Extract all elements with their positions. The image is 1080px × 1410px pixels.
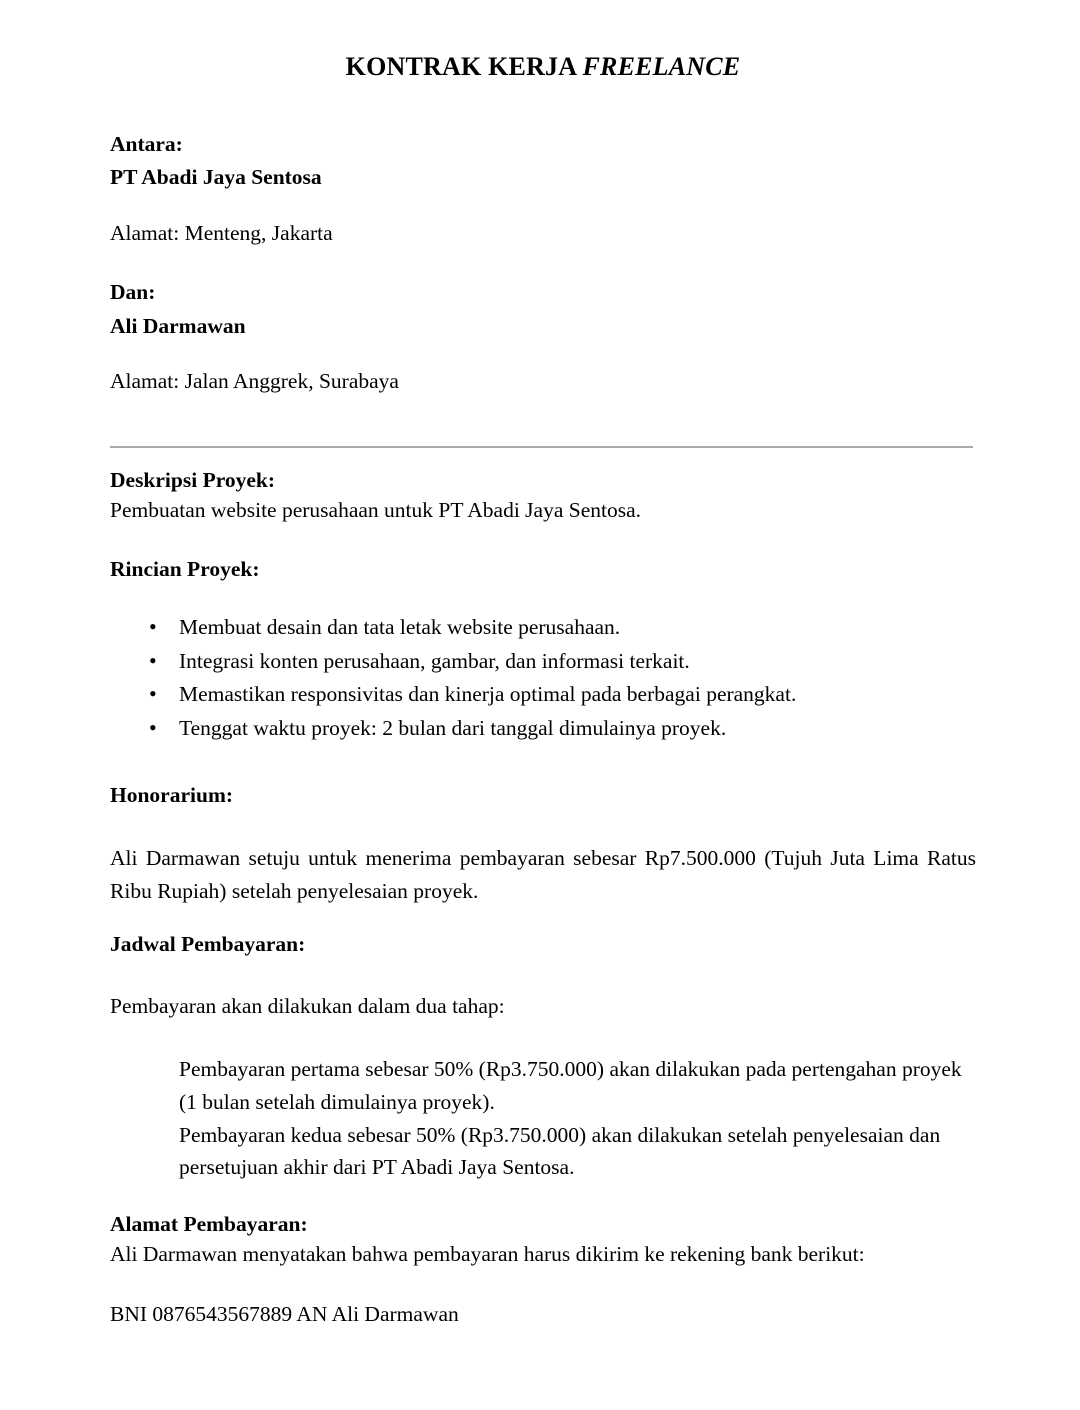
spacer [110,448,976,470]
party-first-label: Antara: [110,131,183,156]
installment-one: Pembayaran pertama sebesar 50% (Rp3.750.000) akan dilakukan pada pertengahan proyek (1 bulan setelah dimulainya proyek). [179,1057,962,1114]
bank-account-line: BNI 0876543567889 AN Ali Darmawan [110,1301,459,1326]
list-item: • Integrasi konten perusahaan, gambar, dan informasi terkait. [110,651,976,673]
spacer [110,907,976,934]
spacer [110,189,976,223]
party-first-address: Alamat: Menteng, Jakarta [110,220,333,245]
party-second-name: Ali Darmawan [110,313,246,338]
payment-schedule-heading: Jadwal Pembayaran: [110,932,306,957]
spacer [110,1184,976,1214]
document-content [110,0,976,1325]
spacer [110,1266,976,1304]
description-body: Pembuatan website perusahaan untuk PT Abadi Jaya Sentosa. [110,498,642,523]
spacer [110,337,976,371]
spacer [110,956,976,996]
spacer [110,522,976,559]
spacer [110,244,976,282]
spacer [110,82,976,112]
party-first-name: PT Abadi Jaya Sentosa [110,165,322,190]
payment-schedule-intro: Pembayaran akan dilakukan dalam dua tahap: [110,993,505,1018]
project-details-list [110,617,976,739]
spacer [110,1017,976,1053]
page-title [110,0,976,82]
party-second-address: Alamat: Jalan Anggrek, Surabaya [110,369,399,394]
page-title-main: KONTRAK KERJA [345,52,583,81]
honorarium-heading: Honorarium: [110,783,234,808]
description-heading: Deskripsi Proyek: [110,467,276,492]
spacer [110,393,976,446]
list-item: • Memastikan responsivitas dan kinerja optimal pada berbagai perangkat. [110,684,976,706]
installment-two: Pembayaran kedua sebesar 50% (Rp3.750.000) akan dilakukan setelah penyelesaian dan persetujuan akhir dari PT Abadi Jaya Sentosa. [179,1122,941,1180]
page-title-italic: FREELANCE [582,52,741,81]
list-item: • Tenggat waktu proyek: 2 bulan dari tanggal dimulainya proyek. [110,718,976,740]
party-second-label: Dan: [110,280,156,305]
honorarium-body: Ali Darmawan setuju untuk menerima pembayaran sebesar Rp7.500.000 (Tujuh Juta Lima Ratus Ribu Rupiah) setelah penyelesaian proyek. [110,845,976,903]
spacer [110,112,976,134]
payment-address-body: Ali Darmawan menyatakan bahwa pembayaran harus dikirim ke rekening bank berikut: [110,1242,865,1267]
payment-address-heading: Alamat Pembayaran: [110,1211,308,1236]
spacer [110,580,976,617]
spacer [110,807,976,842]
list-item: • Membuat desain dan tata letak website perusahaan. [110,617,976,639]
spacer [110,751,976,785]
details-heading: Rincian Proyek: [110,556,260,581]
payment-installments-block [179,1053,976,1184]
